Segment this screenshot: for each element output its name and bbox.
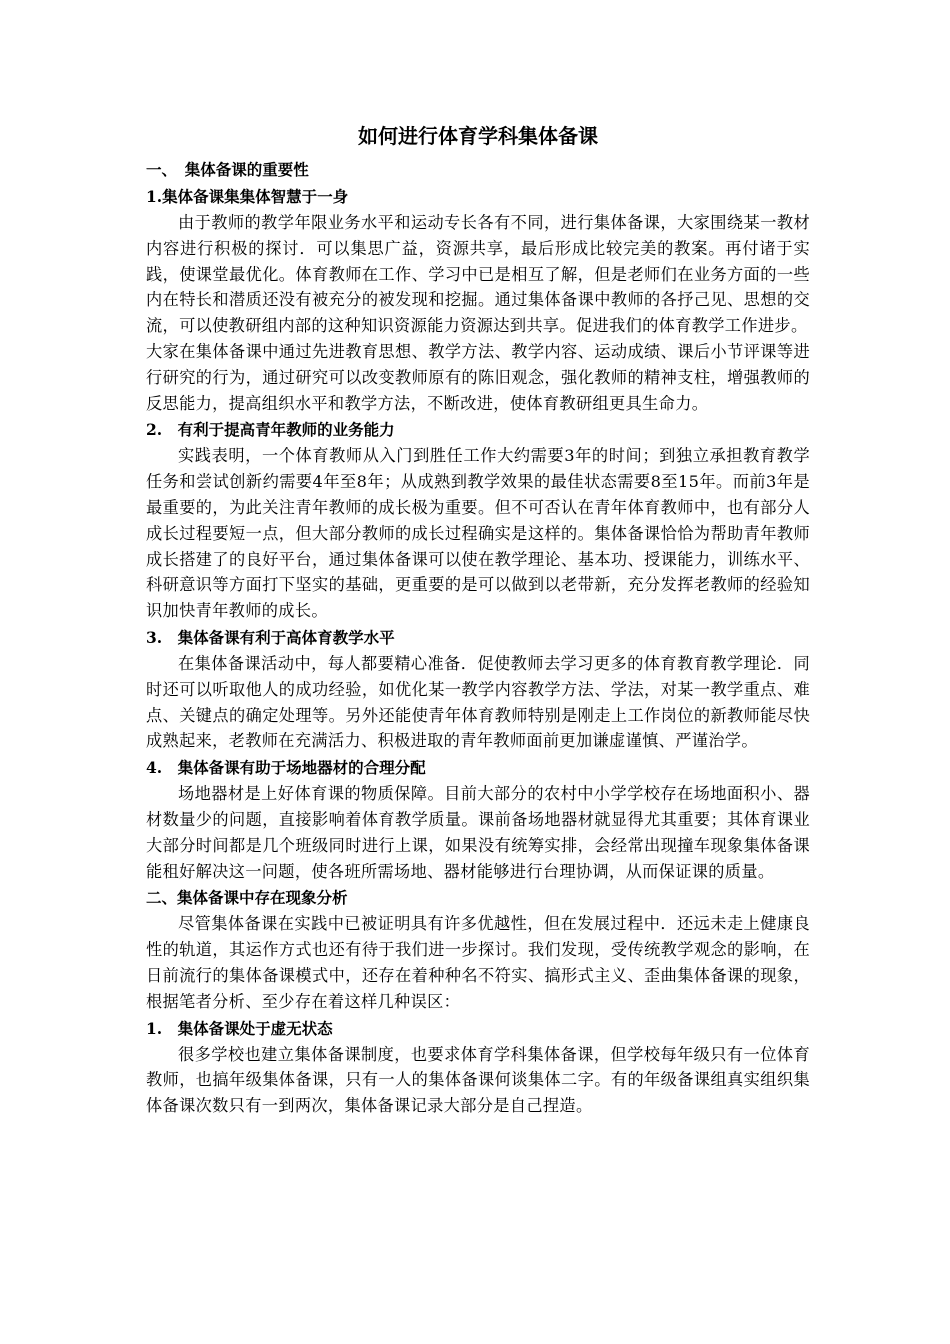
section-heading: 2. 有利于提高青年教师的业务能力 [146,420,395,440]
document-body [146,156,810,1119]
section-heading: 二、集体备课中存在现象分析 [146,888,348,908]
section-heading: 1. 集体备课处于虚无状态 [146,1018,333,1038]
document-page [146,116,810,1119]
section-heading: 1.集体备课集集体智慧于一身 [146,187,349,206]
section-heading: 3. 集体备课有利于高体育教学水平 [146,627,395,647]
paragraph: 大家在集体备课中通过先进教育思想、教学方法、教学内容、运动成绩、课后小节评课等进行研究的行为，通过研究可以改变教师原有的陈旧观念，强化教师的精神支柱，增强教师的反思能力，提高组织水平和教学方法，不断改进，使体育教研组更具生命力。 [146,341,810,413]
paragraph: 由于教师的教学年限业务水平和运动专长各有不同，进行集体备课，大家围绕某一教材内容进行积极的探讨．可以集思广益，资源共享，最后形成比较完美的教案。再付诸于实践，使课堂最优化。体育教师在工作、学习中已是相互了解，但是老师们在业务方面的一些内在特长和潜质还没有被充分的被发现和挖掘。通过集体备课中教师的各抒己见、思想的交流，可以使教研组内部的这种知识资源能力资源达到共享。促进我们的体育教学工作进步。 [146,213,810,336]
section-heading: 一、 集体备课的重要性 [146,160,309,179]
paragraph: 在集体备课活动中，每人都要精心准备．促使教师去学习更多的体育教育教学理论．同时还可以听取他人的成功经验，如优化某一教学内容教学方法、学法，对某一教学重点、难点、关键点的确定处理等。另外还能使青年体育教师特别是刚走上工作岗位的新教师能尽快成熟起来，老教师在充满活力、积极进取的青年教师面前更加谦虚谨慎、严谨治学。 [146,653,810,751]
document-title: 如何进行体育学科集体备课 [358,124,598,148]
section-heading: 4. 集体备课有助于场地器材的合理分配 [146,758,426,778]
paragraph: 场地器材是上好体育课的物质保障。目前大部分的农村中小学学校存在场地面积小、器材数量少的问题，直接影响着体育教学质量。课前备场地器材就显得尤其重要；其体育课业大部分时间都是几个班级同时进行上课，如果没有统筹实排，会经常出现撞车现象集体备课能租好解决这一问题，使各班所需场地、器材能够进行台理协调，从而保证课的质量。 [146,784,810,881]
paragraph: 实践表明，一个体育教师从入门到胜任工作大约需要3年的时间；到独立承担教育教学任务和尝试创新约需要4年至8年；从成熟到教学效果的最佳状态需要8至15年。而前3年是最重要的，为此关注青年教师的成长极为重要。但不可否认在青年体育教师中，也有部分人成长过程要短一点，但大部分教师的成长过程确实是这样的。集体备课恰恰为帮助青年教师成长搭建了的良好平台，通过集体备课可以使在教学理论、基本功、授课能力，训练水平、科研意识等方面打下坚实的基础，更重要的是可以做到以老带新，充分发挥老教师的经验知识加快青年教师的成长。 [146,446,810,621]
paragraph: 很多学校也建立集体备课制度，也要求体育学科集体备课，但学校每年级只有一位体育教师，也搞年级集体备课，只有一人的集体备课何谈集体二字。有的年级备课组真实组织集体备课次数只有一到两次，集体备课记录大部分是自己捏造。 [146,1044,810,1116]
paragraph: 尽管集体备课在实践中已被证明具有许多优越性，但在发展过程中．还远未走上健康良性的轨道，其运作方式也还有待于我们进一步探讨。我们发现，受传统教学观念的影响，在日前流行的集体备课模式中，还存在着种种名不符实、搞形式主义、歪曲集体备课的现象，根据笔者分析、至少存在着这样几种误区： [146,914,810,1011]
